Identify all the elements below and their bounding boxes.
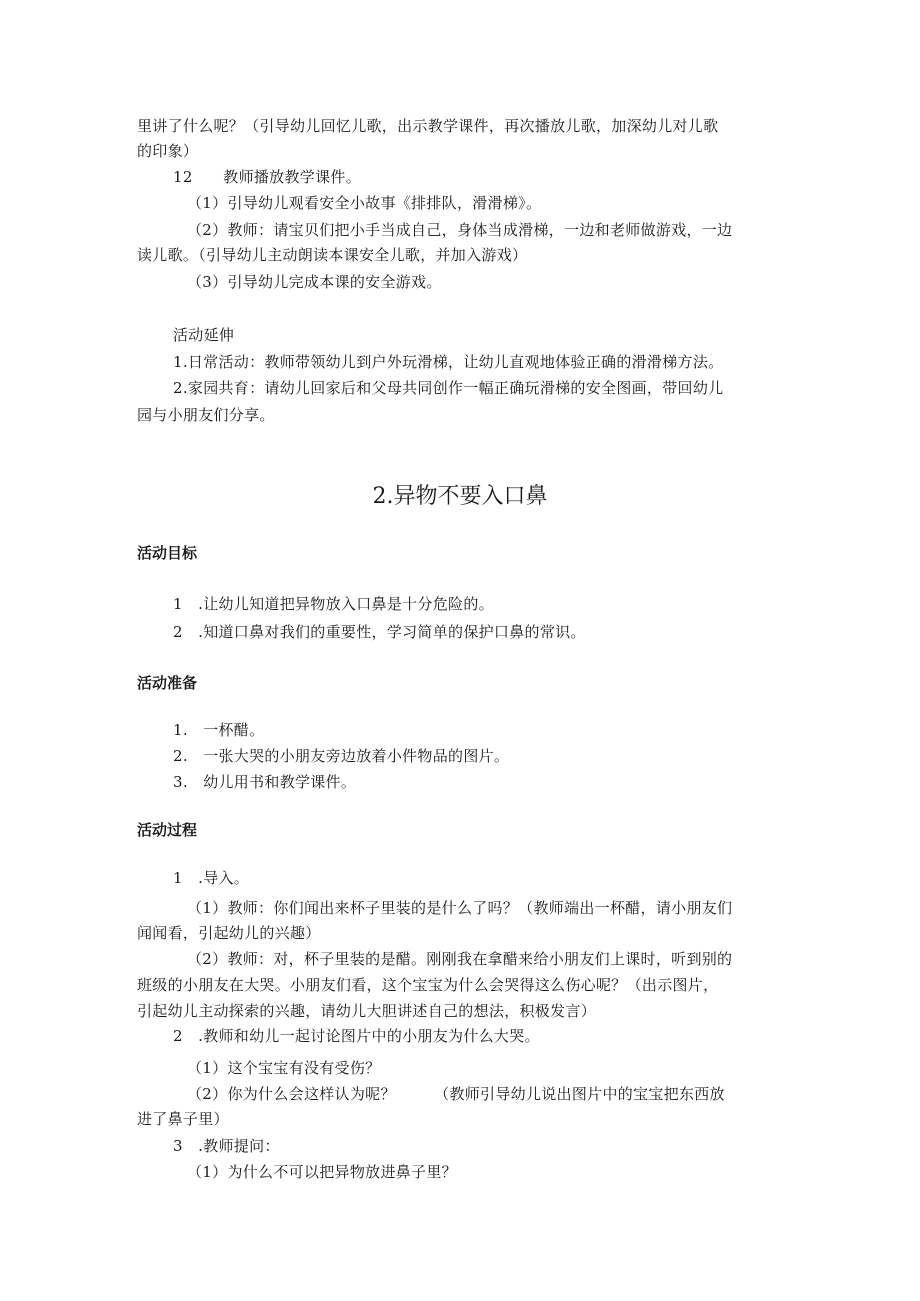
list-item: 2 .教师和幼儿一起讨论图片中的小朋友为什么大哭。 <box>173 1027 540 1045</box>
paragraph-line: 引起幼儿主动探索的兴趣，请幼儿大胆讲述自己的想法，积极发言） <box>137 1002 597 1020</box>
paragraph-line: 12 教师播放教学课件。 <box>173 168 361 186</box>
paragraph-line: （1）这个宝宝有没有受伤？ <box>187 1059 381 1077</box>
paragraph-line: 里讲了什么呢？（引导幼儿回忆儿歌，出示教学课件，再次播放儿歌，加深幼儿对儿歌 <box>137 117 719 135</box>
paragraph-line: 读儿歌。（引导幼儿主动朗读本课安全儿歌，并加入游戏） <box>137 246 528 264</box>
paragraph-line: （2）教师：对，杯子里装的是醋。刚刚我在拿醋来给小朋友们上课时，听到别的 <box>187 950 733 968</box>
paragraph-line: （2）教师：请宝贝们把小手当成自己，身体当成滑梯，一边和老师做游戏，一边 <box>187 221 733 239</box>
paragraph-line: 闻闻看，引起幼儿的兴趣） <box>137 924 321 942</box>
section-heading-process: 活动过程 <box>137 821 198 839</box>
paragraph-line: （1）教师：你们闻出来杯子里装的是什么了吗？（教师端出一杯醋，请小朋友们 <box>187 899 733 917</box>
list-item: 1 .导入。 <box>173 869 250 887</box>
paragraph-line: （3）引导幼儿完成本课的安全游戏。 <box>187 273 442 291</box>
paragraph-line: 2.家园共育：请幼儿回家后和父母共同创作一幅正确玩滑梯的安全图画，带回幼儿 <box>173 379 724 397</box>
lesson-title: 2.异物不要入口鼻 <box>372 484 548 509</box>
list-item: 2 .知道口鼻对我们的重要性，学习简单的保护口鼻的常识。 <box>173 623 586 641</box>
list-item: 3. 幼儿用书和教学课件。 <box>173 773 357 791</box>
list-item: 3 .教师提问： <box>173 1137 280 1155</box>
section-heading-prep: 活动准备 <box>137 674 198 692</box>
paragraph-line: 班级的小朋友在大哭。小朋友们看，这个宝宝为什么会哭得这么伤心呢？（出示图片， <box>137 976 719 994</box>
list-item: 1. 一杯醋。 <box>173 721 265 739</box>
paragraph-line: 进了鼻子里） <box>137 1110 229 1128</box>
paragraph-line: 的印象） <box>137 142 199 160</box>
paragraph-line: （1）引导幼儿观看安全小故事《排排队，滑滑梯》。 <box>187 194 542 212</box>
paragraph-line: 1.日常活动：教师带领幼儿到户外玩滑梯，让幼儿直观地体验正确的滑滑梯方法。 <box>173 353 724 371</box>
section-heading-goals: 活动目标 <box>137 544 198 562</box>
list-item: 2. 一张大哭的小朋友旁边放着小件物品的图片。 <box>173 747 510 765</box>
list-item: 1 .让幼儿知道把异物放入口鼻是十分危险的。 <box>173 595 494 613</box>
paragraph-line: （2）你为什么会这样认为呢？ （教师引导幼儿说出图片中的宝宝把东西放 <box>187 1085 725 1103</box>
paragraph-line: （1）为什么不可以把异物放进鼻子里？ <box>187 1163 457 1181</box>
paragraph-line: 园与小朋友们分享。 <box>137 406 275 424</box>
extension-heading: 活动延伸 <box>173 326 235 344</box>
